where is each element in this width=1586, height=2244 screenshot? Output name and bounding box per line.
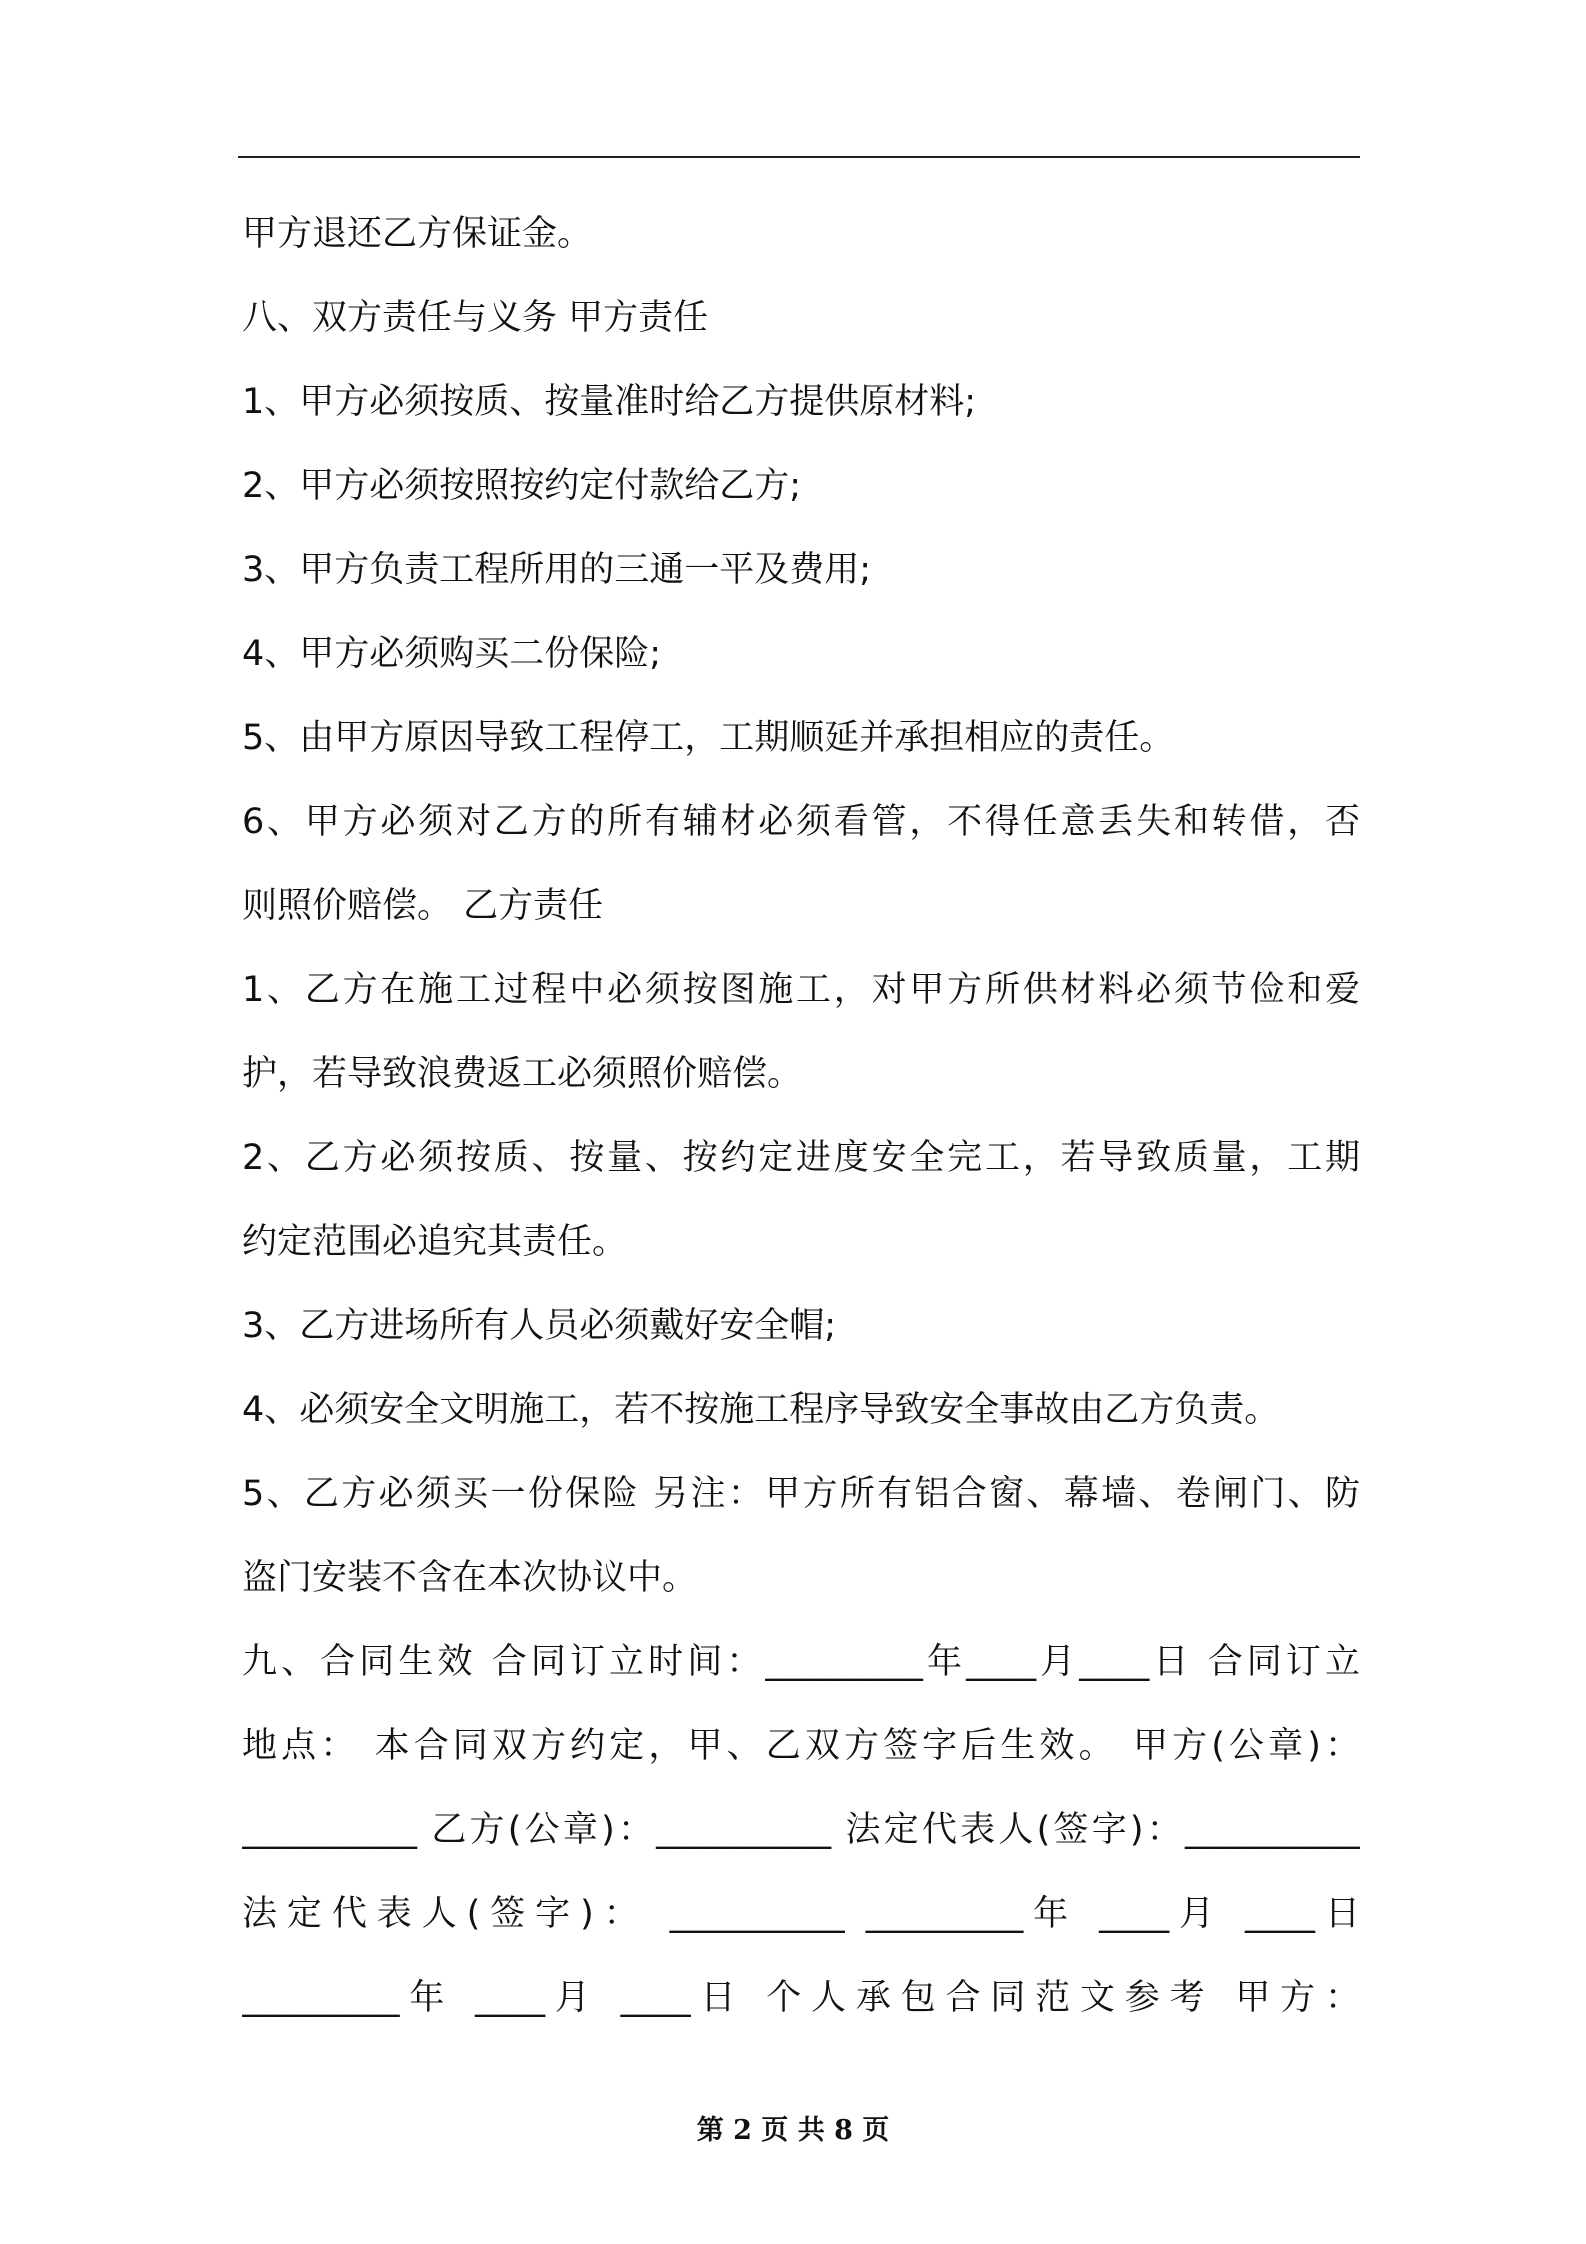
section-heading: 九、合同生效 合同订立时间：_________年____月____日 合同订立	[242, 1642, 1360, 1682]
text-line: 4、必须安全文明施工，若不按施工程序导致安全事故由乙方负责。	[242, 1390, 1280, 1430]
text-line: 盗门安装不含在本次协议中。	[242, 1558, 698, 1598]
text-line: 5、由甲方原因导致工程停工，工期顺延并承担相应的责任。	[242, 718, 1175, 758]
text-line: 1、乙方在施工过程中必须按图施工，对甲方所供材料必须节俭和爱	[242, 970, 1360, 1010]
text-line: 1、甲方必须按质、按量准时给乙方提供原材料;	[242, 382, 977, 422]
signature-line: __________ 乙方(公章)：__________ 法定代表人(签字)：__________	[242, 1810, 1360, 1850]
text-line: 地点： 本合同双方约定，甲、乙双方签字后生效。 甲方(公章)：	[242, 1726, 1360, 1766]
text-line: 则照价赔偿。 乙方责任	[242, 886, 604, 926]
text-line: 2、乙方必须按质、按量、按约定进度安全完工，若导致质量，工期	[242, 1138, 1360, 1178]
page-number: 第 2 页 共 8 页	[696, 2115, 890, 2146]
text-line: 护，若导致浪费返工必须照价赔偿。	[242, 1054, 803, 1094]
text-line: 4、甲方必须购买二份保险;	[242, 634, 662, 674]
text-line: 约定范围必追究其责任。	[242, 1222, 628, 1262]
text-line: 6、甲方必须对乙方的所有辅材必须看管，不得任意丢失和转借，否	[242, 802, 1360, 842]
header-rule	[238, 156, 1360, 158]
text-line: 甲方退还乙方保证金。	[242, 214, 593, 254]
text-line: 3、乙方进场所有人员必须戴好安全帽;	[242, 1306, 837, 1346]
section-heading: 八、双方责任与义务 甲方责任	[242, 298, 709, 338]
text-line: 5、乙方必须买一份保险 另注：甲方所有铝合窗、幕墙、卷闸门、防	[242, 1474, 1360, 1514]
text-line: 2、甲方必须按照按约定付款给乙方;	[242, 466, 802, 506]
signature-line: 法定代表人(签字)： __________ _________年 ____月 ____日	[242, 1894, 1360, 1934]
text-line: 3、甲方负责工程所用的三通一平及费用;	[242, 550, 872, 590]
signature-line: _________年 ____月 ____日 个人承包合同范文参考 甲方：	[242, 1978, 1360, 2018]
document-body	[242, 192, 1360, 2040]
